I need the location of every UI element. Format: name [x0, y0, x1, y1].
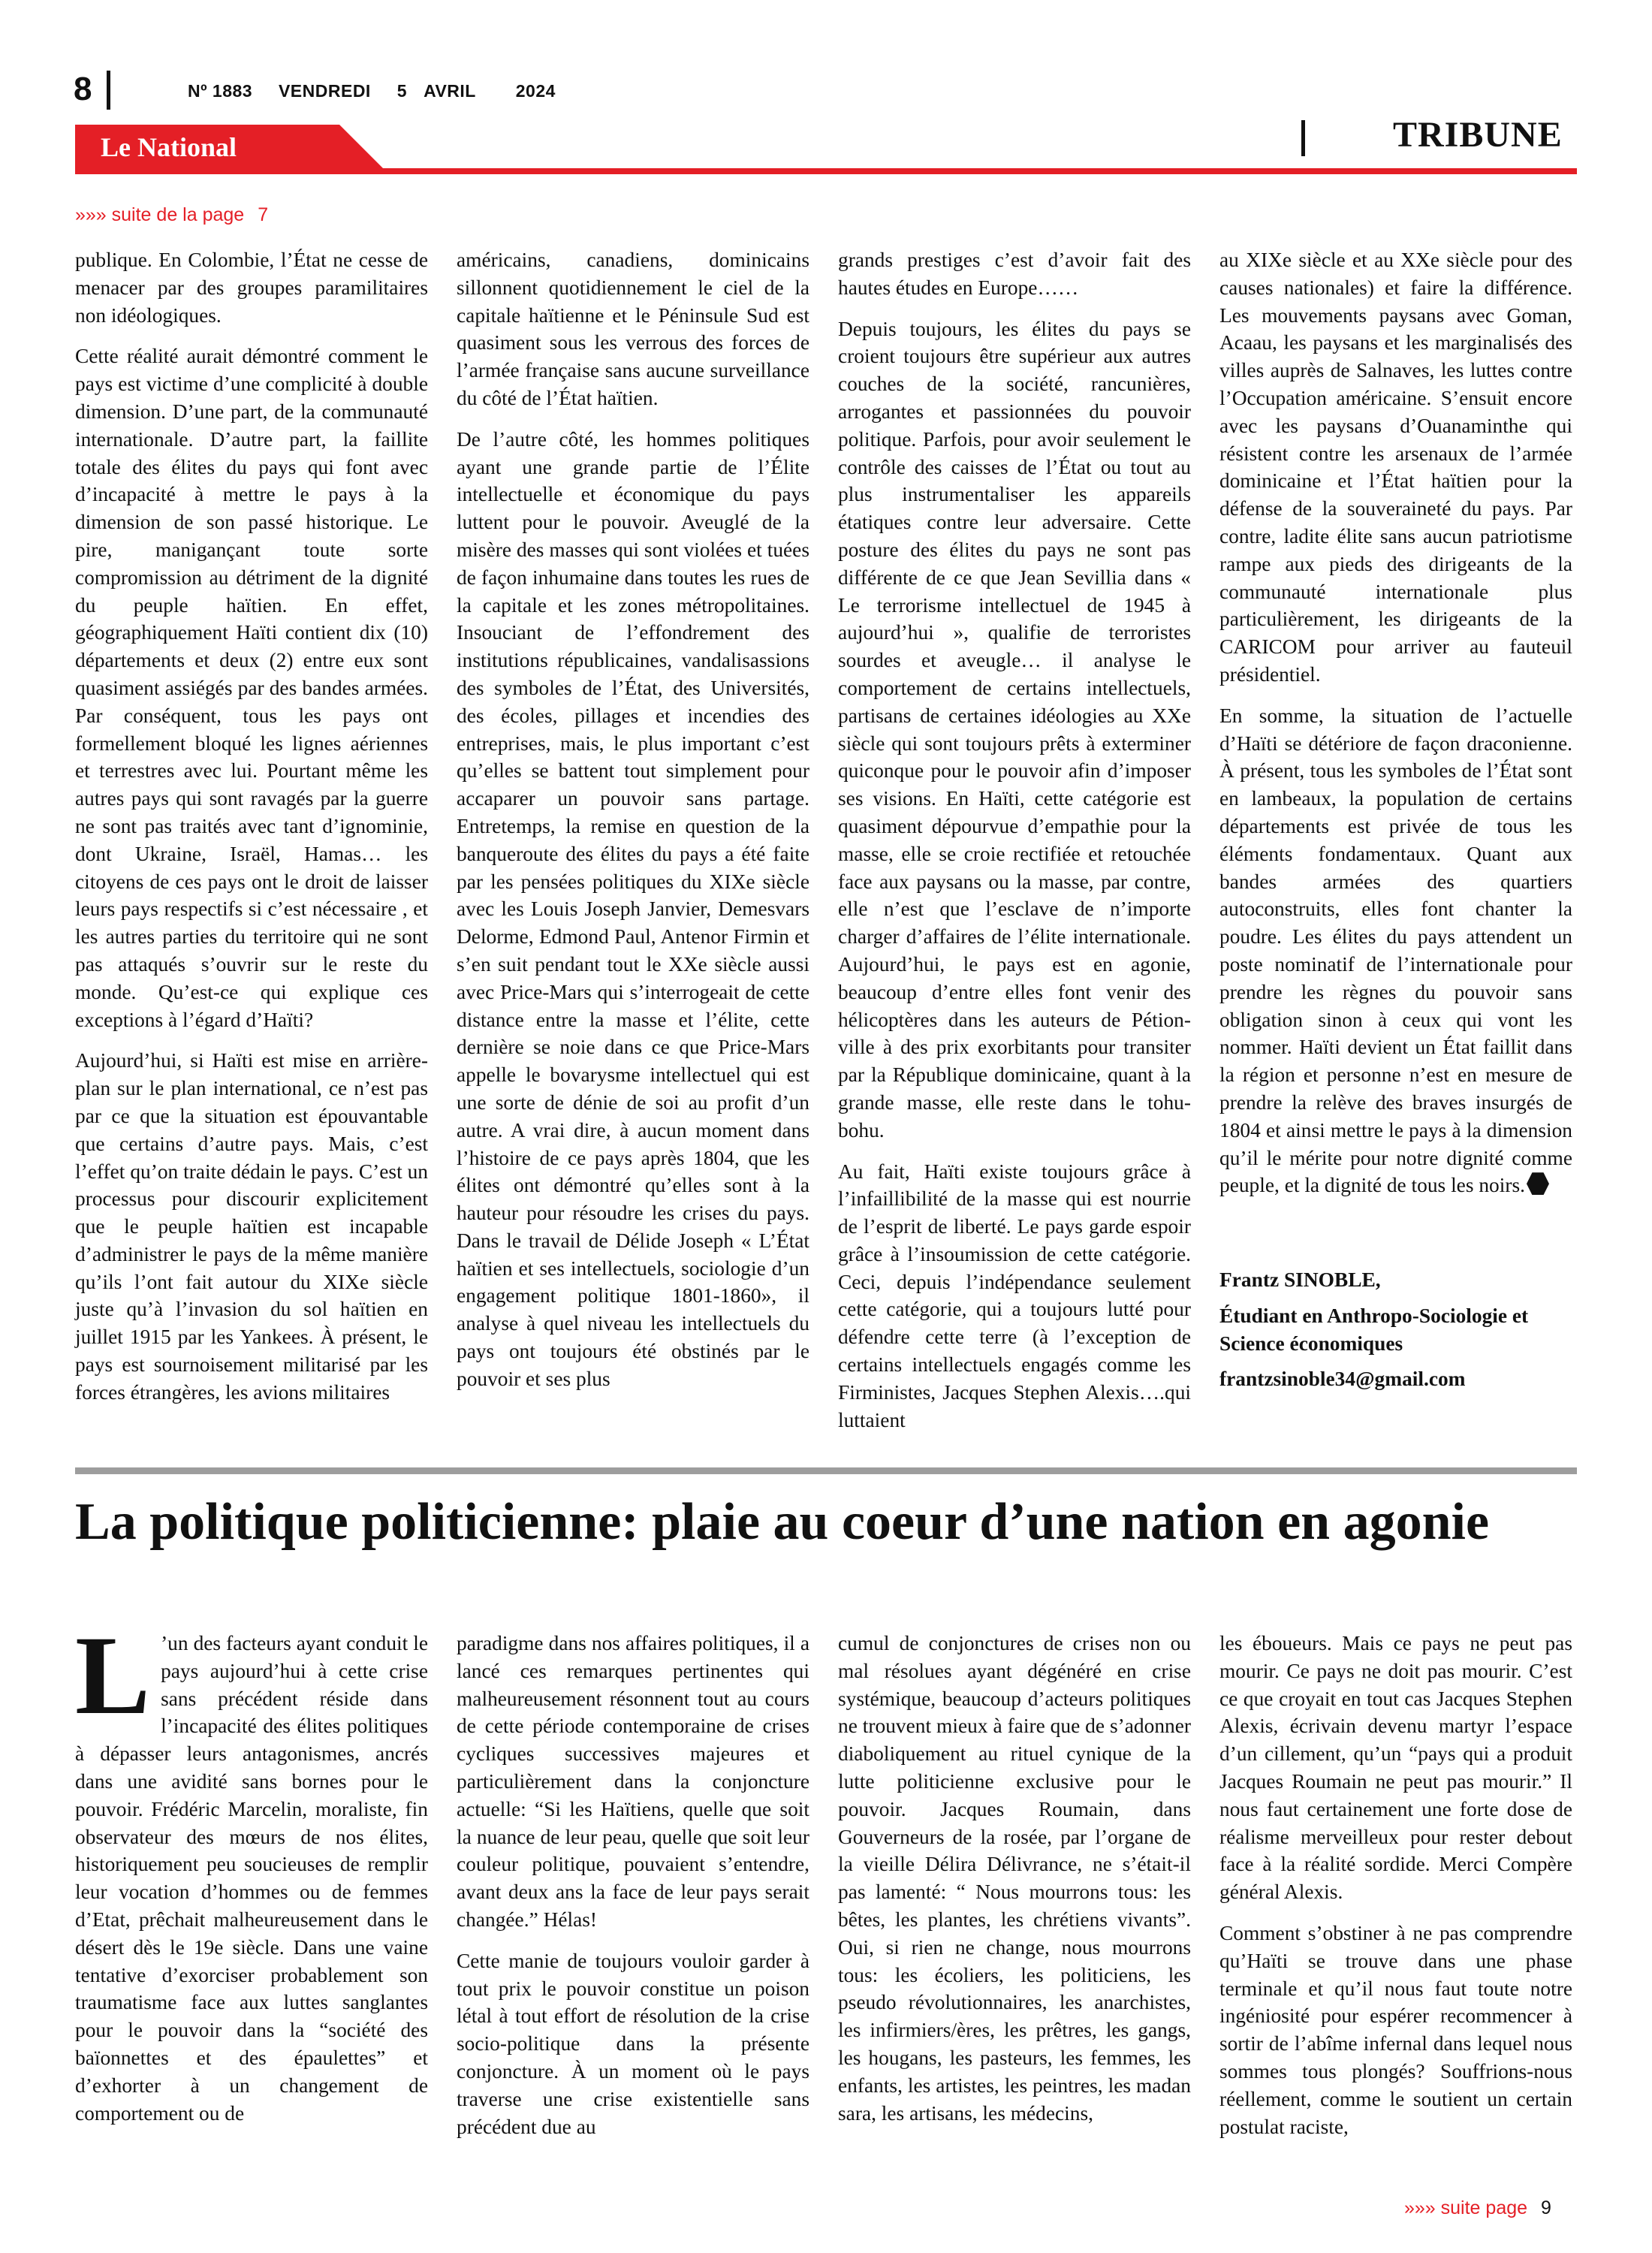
paragraph [75, 1613, 428, 2127]
article1-column-1 [75, 246, 428, 1420]
brand-tab [75, 125, 384, 170]
article2-headline: La politique politicienne: plaie au coeur d’une nation en agonie [75, 1493, 1490, 1551]
end-of-article-icon [1527, 1172, 1549, 1195]
paragraph-text: En somme, la situation de l’actuelle d’Haïti se détériore de façon draconienne. À présent, tous les symboles de l’État sont en lambeaux, la population de certains départements est privée de tous les éléments fondamentaux. Quant aux bandes armées des quartiers autoconstruits, elles font chanter la poudre. Les élites du pays attendent un poste nominatif de l’internationale pour prendre les règnes du pouvoir sans obligation sinon à ceux qui vont les nommer. Haïti devient un État faillit dans la région et personne n’est en mesure de prendre la relève des braves insurgés de 1804 et ainsi mettre le pays à la dimension qu’il le mérite pour notre dignité comme peuple, et la dignité de tous les noirs. [1219, 704, 1572, 1197]
paragraph: Aujourd’hui, si Haïti est mise en arrière-plan sur le plan international, ce n’est pas par ce que la situation est épouvantable que certains d’autre pays. Mais, c’est l’effet qu’on traite dédain le pays. C’est un processus pour discourir explicitement que le peuple haïtien est incapable d’administrer le pays de la même manière qu’ils l’ont fait autour du XIXe siècle juste qu’à l’invasion du sol haïtien en juillet 1915 par les Yankees. À présent, le pays est sournoisement militarisé par les forces étrangères, les avions militaires [75, 1049, 428, 1404]
author-email[interactable]: frantzsinoble34@gmail.com [1219, 1368, 1466, 1390]
article1-column-3 [838, 246, 1191, 1447]
article2-column-1 [75, 1613, 428, 2140]
issue-year: 2024 [515, 81, 556, 101]
author-title: Étudiant en Anthropo-Sociologie et Science économiques [1219, 1304, 1529, 1355]
continued-from [75, 204, 268, 226]
paragraph: Cette réalité aurait démontré comment le pays est victime d’une complicité à double dimension. D’une part, de la communauté internationale. D’autre part, la faillite totale des élites du pays qui font avec d’incapacité à mettre le pays à la dimension de son passé historique. Le pire, manigançant toute sorte compromission au détriment de la dignité du peuple haïtien. En effet, géographiquement Haïti contient dix (10) départements et deux (2) entre eux sont quasiment assiégés par des bandes armées. Par conséquent, tous les pays ont formellement bloqué les lignes aériennes et terrestres avec lui. Pourtant même les autres pays qui sont ravagés par la guerre ne sont pas traités avec tant d’ignominie, dont Ukraine, Israël, Hamas… les citoyens de ces pays ont le droit de laisser leurs pays respectifs si c’est nécessaire , et les autres parties du territoire qui ne sont pas attaqués s’ouvrir sur le reste du monde. Qu’est-ce qui explique ces exceptions à l’égard d’Haïti? [75, 345, 428, 1031]
article1-column-4 [1219, 246, 1572, 1213]
paragraph: américains, canadiens, dominicains sillonnent quotidiennement le ciel de la capitale haïtienne et le Péninsule Sud est quasiment sous les verrous des forces de l’armée française sans aucune surveillance du côté de l’État haïtien. [457, 249, 809, 409]
drop-cap: L [75, 1613, 151, 1738]
page-number: 8 [74, 71, 92, 107]
section-title: TRIBUNE [1393, 115, 1563, 155]
article2-column-4 [1219, 1630, 1572, 2154]
issue-line [188, 81, 577, 101]
continued-from-label: »»» suite de la page [75, 204, 245, 225]
paragraph: publique. En Colombie, l’État ne cesse de menacer par des groupes paramilitaires non idéologiques. [75, 249, 428, 327]
paragraph: Au fait, Haïti existe toujours grâce à l’infaillibilité de la masse qui est nourrie de l’esprit de liberté. Le pays garde espoir grâce à l’insoumission de cette catégorie. Ceci, depuis l’indépendance seulement cette catégorie, qui a toujours lutté pour défendre cette terre (à l’exception de certains intellectuels engagés comme les Firministes, Jacques Stephen Alexis….qui luttaient [838, 1160, 1191, 1431]
issue-weekday: VENDREDI [278, 81, 371, 101]
paragraph-last [1219, 702, 1572, 1199]
paragraph: paradigme dans nos affaires politiques, il a lancé ces remarques pertinentes qui malheureusement résonnent tout au cours de cette période contemporaine de crises cycliques successives majeures et particulièrement dans la conjoncture actuelle: “Si les Haïtiens, quelle que soit la nuance de leur peau, quelle que soit leur couleur politique, pouvaient s’entendre, avant deux ans la face de leur pays serait changée.” Hélas! [457, 1632, 809, 1931]
issue-day: 5 [396, 81, 408, 101]
paragraph: De l’autre côté, les hommes politiques ayant une grande partie de l’Élite intellectuelle et économique du pays luttent pour le pouvoir. Aveuglé de la misère des masses qui sont violées et tuées de façon inhumaine dans toutes les rues de la capitale et les zones métropolitaines. Insouciant de l’effondrement des institutions républicaines, vandalisassions des symboles de l’État, des Universités, des écoles, pillages et incendies des entreprises, mais, le plus important c’est qu’elles se battent tout simplement pour accaparer un pouvoir sans partage. Entretemps, la remise en question de la banqueroute des élites du pays a été faite par les pensées politiques du XIXe siècle avec les Louis Joseph Janvier, Demesvars Delorme, Edmond Paul, Antenor Firmin et s’en suit pendant tout le XXe siècle aussi avec Price-Mars qui s’interrogeait de cette distance entre la masse et l’élite, cette dernière se noie dans ce que Price-Mars appelle le bovarysme intellectuel qui est une sorte de dénie de soi au profit d’un autre. A vrai dire, à aucun moment dans l’histoire de ce pays après 1804, que les élites ont démontré qu’elles sont à la hauteur pour résoudre les crises du pays. Dans le travail de Délide Joseph « L’État haïtien et ses intellectuels, sociologie d’un engagement politique 1801-1860», il analyse à quel niveau les intellectuels du pays ont toujours été obstinés par le pouvoir et ses plus [457, 427, 809, 1390]
brand-rule [75, 168, 1577, 174]
issue-month: AVRIL [424, 81, 476, 101]
paragraph: les éboueurs. Mais ce pays ne peut pas mourir. Ce pays ne doit pas mourir. C’est ce que croyait en tout cas Jacques Stephen Alexis, écrivain devenu martyr l’espace d’un cillement, qu’un “pays qui a produit Jacques Roumain ne peut pas mourir.” Il nous faut certainement une forte dose de réalisme merveilleux pour rester debout face à la réalité sordide. Merci Compère général Alexis. [1219, 1632, 1572, 1904]
continued-on-label: »»» suite page [1404, 2197, 1528, 2218]
article1-column-2 [457, 246, 809, 1407]
continued-from-page: 7 [258, 204, 269, 225]
author-name: Frantz SINOBLE, [1219, 1268, 1381, 1291]
continued-on-page: 9 [1541, 2197, 1551, 2218]
continued-on[interactable] [1404, 2197, 1551, 2219]
paragraph: au XIXe siècle et au XXe siècle pour des causes nationales) et faire la différence. Les mouvements paysans avec Goman, Acaau, les paysans et les marginalisés des villes auprès de Salnaves, les luttes contre l’Occupation américaine. S’ensuit encore avec les paysans d’Ouanaminthe qui résistent contre les arsenaux de l’armée dominicaine et l’État haïtien pour la défense de la souveraineté du pays. Par contre, ladite élite sans aucun patriotisme rampe aux pieds des dirigeants de la communauté internationale plus particulièrement, les dirigeants de la CARICOM pour arriver au fauteuil présidentiel. [1219, 249, 1572, 686]
article2-column-2 [457, 1630, 809, 2154]
header-divider [107, 71, 110, 110]
paragraph-text: ’un des facteurs ayant conduit le pays aujourd’hui à cette crise sans précédent réside dans l’incapacité des élites politiques à dépasser leurs antagonismes, ancrés dans une avidité sans bornes pour le pouvoir. Frédéric Marcelin, moraliste, fin observateur des mœurs de nos élites, historiquement peu soucieuses de remplir leur vocation d’hommes ou de femmes d’Etat, prêchait malheureusement dans le désert dès le 19e siècle. Dans une vaine tentative d’exorciser probablement son traumatisme face aux luttes sanglantes pour le pouvoir dans la “société des baïonnettes et des épaulettes” et d’exhorter à un changement de comportement ou de [75, 1632, 428, 2125]
section-divider [1301, 120, 1305, 156]
paragraph: Depuis toujours, les élites du pays se croient toujours être supérieur aux autres couches de la société, rancunières, arrogantes et passionnées du pouvoir politique. Parfois, pour avoir seulement le contrôle des caisses de l’État ou tout au plus instrumentaliser les appareils étatiques contre leur adversaire. Cette posture des élites du pays ne sont pas différente de ce que Jean Sevillia dans « Le terrorisme intellectuel de 1945 à aujourd’hui », qualifie de terroristes sourdes et aveugle… il analyse le comportement de certains intellectuels, partisans de certaines idéologies au XXe siècle qui sont toujours prêts à exterminer quiconque pour le pouvoir afin d’imposer ses visions. En Haïti, cette catégorie est quasiment dépourvue d’empathie pour la masse, elle se croie rectifiée et retouchée face aux paysans ou la masse, par contre, elle n’est que l’esclave de n’importe charger d’affaires de l’élite internationale. Aujourd’hui, le pays est en agonie, beaucoup d’entre elles font venir des hélicoptères dans les auteurs de Pétion-ville à des prix exorbitants pour transiter par la République dominicaine, quant à la grande masse, elle reste dans le tohu-bohu. [838, 317, 1191, 1142]
brand-name: Le National [101, 132, 237, 162]
issue-number: Nº 1883 [188, 81, 253, 101]
paragraph: grands prestiges c’est d’avoir fait des hautes études en Europe…… [838, 249, 1191, 299]
paragraph: cumul de conjonctures de crises non ou mal résolues ayant dégénéré en crise systémique, beaucoup d’acteurs politiques ne trouvent mieux à faire que de s’adonner diaboliquement au rituel cynique de la lutte politicienne exclusive pour le pouvoir. Jacques Roumain, dans Gouverneurs de la rosée, par l’organe de la vieille Délira Délivrance, ne s’était-il pas lamenté: “ Nous mourrons tous: les bêtes, les plantes, les chrétiens vivants”. Oui, si rien ne change, nous mourrons tous: les écoliers, les politiciens, les pseudo révolutionnaires, les anarchistes, les infirmiers/ères, les prêtres, les gangs, les hougans, les pasteurs, les femmes, les enfants, les artistes, les peintres, les madan sara, les artisans, les médecins, [838, 1632, 1191, 2125]
paragraph: Cette manie de toujours vouloir garder à tout prix le pouvoir constitue un poison létal à tout effort de résolution de la crise socio-politique dans la présente conjoncture. À un moment où le pays traverse une crise existentielle sans précédent due au [457, 1949, 809, 2138]
article-divider [75, 1467, 1577, 1474]
paragraph: Comment s’obstiner à ne pas comprendre qu’Haïti se trouve dans une phase terminale et qu’il nous faut toute notre ingéniosité pour espérer recommencer à sortir de l’abîme infernal dans lequel nous sommes tous plongés? Souffrions-nous réellement, comme le soutient un certain postulat raciste, [1219, 1921, 1572, 2138]
article2-column-3 [838, 1630, 1191, 2140]
